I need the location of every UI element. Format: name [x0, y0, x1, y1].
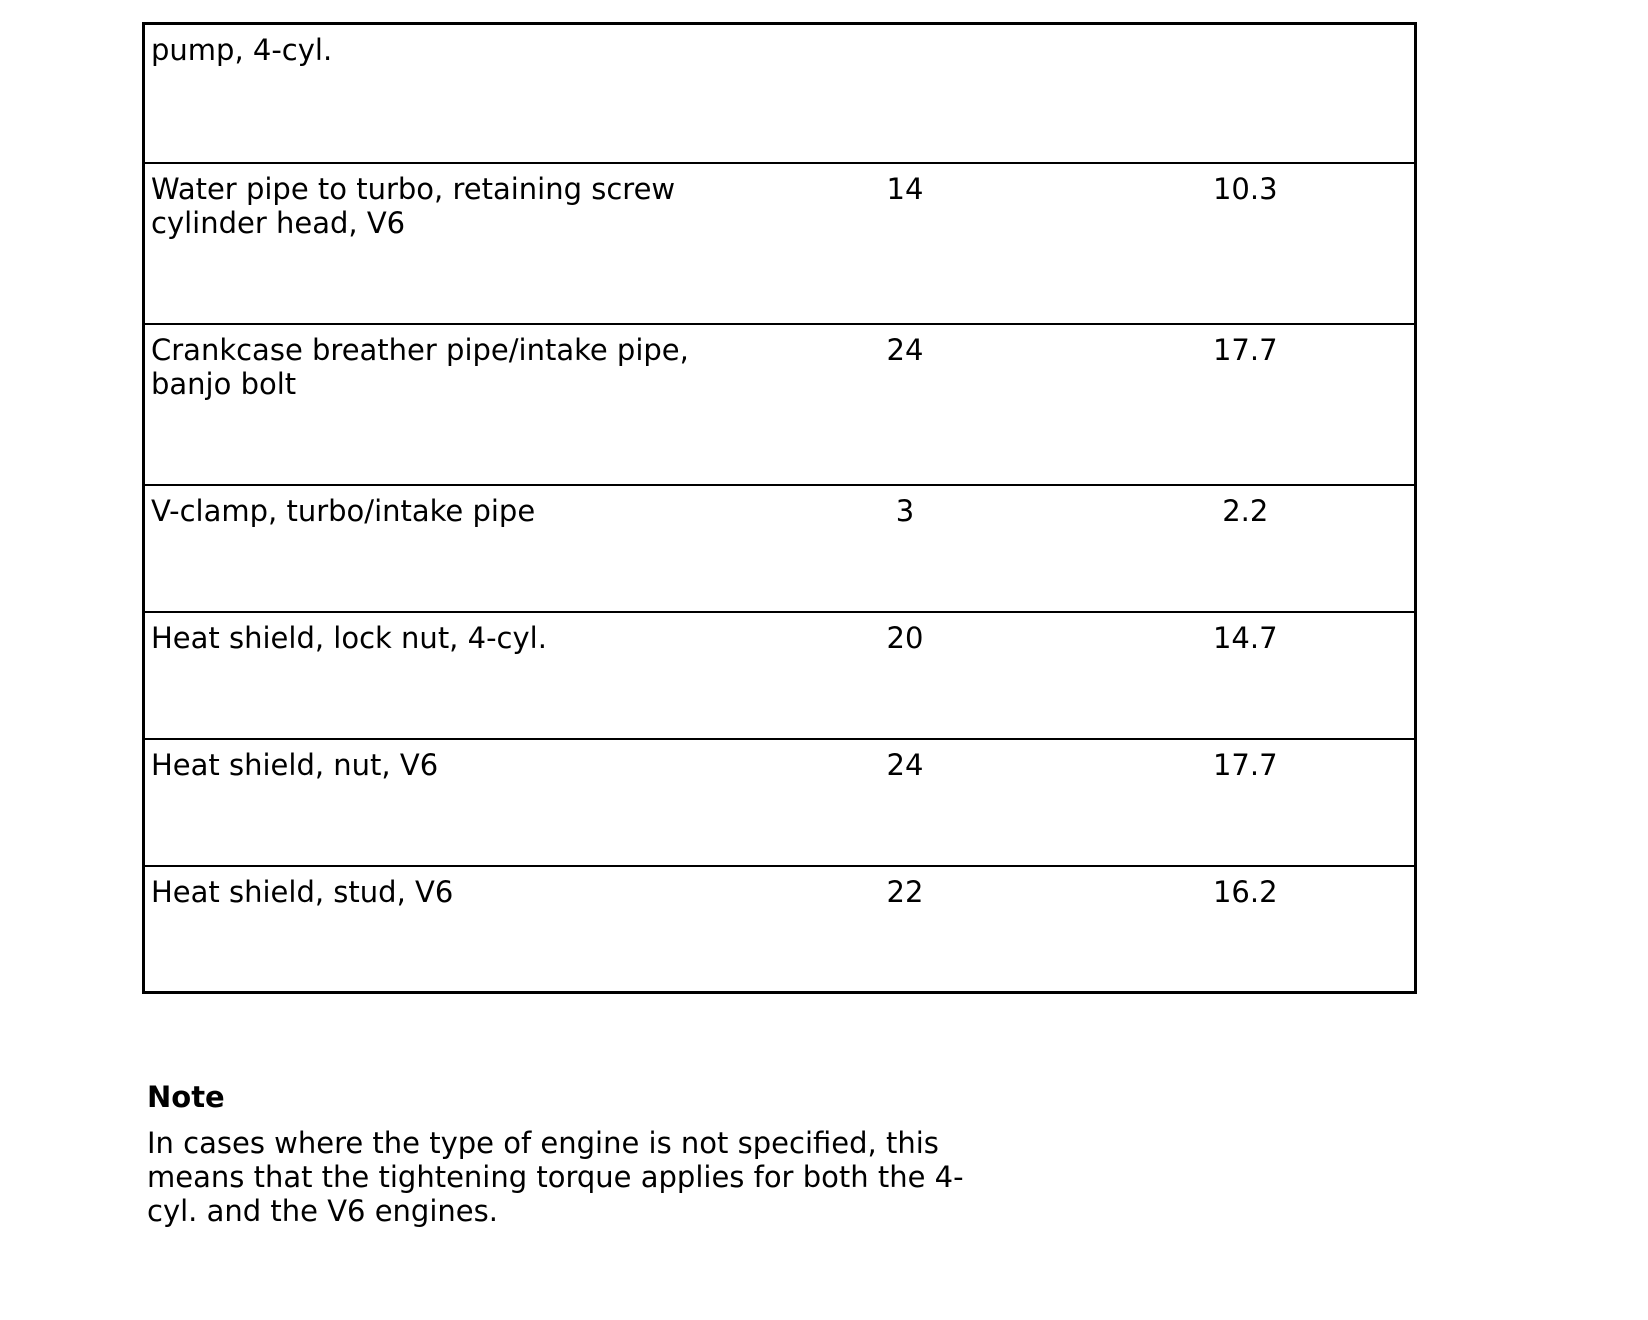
note-block	[147, 1080, 977, 1228]
description-line: Crankcase breather pipe/intake pipe,	[151, 332, 689, 367]
row-torque-nm: 24	[734, 739, 1077, 866]
row-torque-lbft: 10.3	[1077, 163, 1416, 324]
note-text: In cases where the type of engine is not specified, this means that the tightening torque applies for both the 4-cyl. and the V6 engines.	[147, 1126, 964, 1228]
table-row	[144, 24, 1416, 163]
row-torque-lbft: 17.7	[1077, 739, 1416, 866]
table-row	[144, 163, 1416, 324]
description-line: banjo bolt	[151, 366, 297, 401]
table-row	[144, 739, 1416, 866]
row-torque-nm: 3	[734, 485, 1077, 612]
row-description: Heat shield, nut, V6	[144, 739, 734, 866]
row-torque-nm: 22	[734, 866, 1077, 993]
torque-spec-table	[142, 22, 1417, 994]
row-description: Heat shield, lock nut, 4-cyl.	[144, 612, 734, 739]
table-row	[144, 485, 1416, 612]
note-title: Note	[147, 1080, 225, 1114]
row-torque-lbft: 16.2	[1077, 866, 1416, 993]
row-torque-lbft	[1077, 24, 1416, 163]
row-torque-lbft: 14.7	[1077, 612, 1416, 739]
table-row	[144, 324, 1416, 485]
description-line: Water pipe to turbo, retaining screw	[151, 171, 676, 206]
row-torque-lbft: 17.7	[1077, 324, 1416, 485]
row-torque-nm: 20	[734, 612, 1077, 739]
description-line: cylinder head, V6	[151, 205, 406, 240]
row-torque-nm	[734, 24, 1077, 163]
row-torque-nm: 14	[734, 163, 1077, 324]
table-row	[144, 612, 1416, 739]
row-torque-lbft: 2.2	[1077, 485, 1416, 612]
row-description: V-clamp, turbo/intake pipe	[144, 485, 734, 612]
row-torque-nm: 24	[734, 324, 1077, 485]
row-description	[144, 324, 734, 485]
table-row	[144, 866, 1416, 993]
row-description: Heat shield, stud, V6	[144, 866, 734, 993]
row-description	[144, 163, 734, 324]
row-description: pump, 4-cyl.	[151, 33, 333, 67]
